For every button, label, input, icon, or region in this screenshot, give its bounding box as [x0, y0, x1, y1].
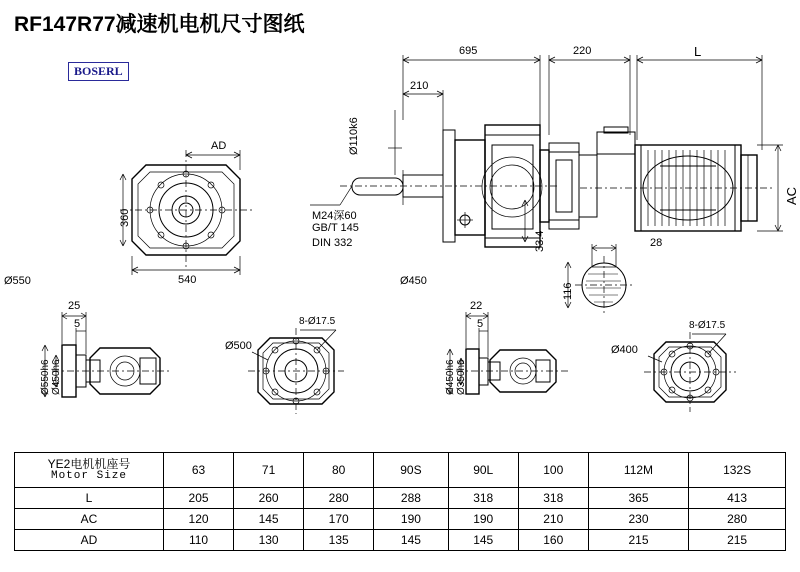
dim-400: Ø400: [611, 344, 638, 356]
cell-AC-63: 120: [164, 509, 234, 530]
cell-AC-132s: 280: [689, 509, 786, 530]
brand-logo: BOSERL: [68, 62, 129, 81]
cell-AC-112m: 230: [588, 509, 688, 530]
dim-33-4: 33.4: [534, 230, 546, 252]
cell-AD-100: 160: [518, 530, 588, 551]
row-label-L: L: [15, 488, 164, 509]
cell-L-63: 205: [164, 488, 234, 509]
table-row: [15, 530, 786, 551]
header-label-en: Motor Size: [50, 469, 127, 482]
dim-550-left: Ø550: [4, 275, 31, 287]
cell-AD-90l: 145: [448, 530, 518, 551]
dim-L: L: [694, 44, 702, 59]
cell-L-100: 318: [518, 488, 588, 509]
table-row: [15, 509, 786, 530]
dim-28: 28: [650, 237, 663, 249]
cell-L-71: 260: [234, 488, 304, 509]
dim-695: 695: [459, 45, 478, 57]
row-label-AD: AD: [15, 530, 164, 551]
cell-AD-63: 110: [164, 530, 234, 551]
size-90l: 90L: [448, 453, 518, 488]
holes-note-1: 8-Ø17.5: [299, 316, 336, 327]
page-title: RF147R77减速机电机尺寸图纸: [14, 13, 305, 36]
standard-din332: DIN 332: [312, 237, 353, 249]
thread-note: M24深60: [312, 210, 357, 222]
holes-note-2: 8-Ø17.5: [689, 320, 726, 331]
cell-L-112m: 365: [588, 488, 688, 509]
dim-5a: 5: [74, 318, 81, 330]
dim-450h6: Ø450h6: [51, 359, 62, 395]
dim-540: 540: [178, 274, 197, 286]
cell-AD-80: 135: [304, 530, 374, 551]
standard-gbt145: GB/T 145: [312, 222, 359, 234]
cell-AC-100: 210: [518, 509, 588, 530]
cell-AD-90s: 145: [374, 530, 448, 551]
dim-210: 210: [410, 80, 429, 92]
cell-AD-132s: 215: [689, 530, 786, 551]
size-100: 100: [518, 453, 588, 488]
cell-AC-90l: 190: [448, 509, 518, 530]
dim-550h6: Ø550h6: [40, 359, 51, 395]
dim-220: 220: [573, 45, 592, 57]
size-71: 71: [234, 453, 304, 488]
dim-116: 116: [562, 282, 574, 300]
dim-AC: AC: [784, 186, 799, 205]
size-112m: 112M: [588, 453, 688, 488]
cell-L-90s: 288: [374, 488, 448, 509]
dim-22: 22: [470, 300, 483, 312]
dim-500: Ø500: [225, 340, 252, 352]
row-label-AC: AC: [15, 509, 164, 530]
cell-L-132s: 413: [689, 488, 786, 509]
table-header-cell: [15, 453, 164, 488]
dim-5b: 5: [477, 318, 484, 330]
dim-450-mid: Ø450: [400, 275, 427, 287]
cell-AC-90s: 190: [374, 509, 448, 530]
cell-L-90l: 318: [448, 488, 518, 509]
dim-25: 25: [68, 300, 81, 312]
size-132s: 132S: [689, 453, 786, 488]
cell-AD-112m: 215: [588, 530, 688, 551]
cell-L-80: 280: [304, 488, 374, 509]
size-80: 80: [304, 453, 374, 488]
dim-350h6: Ø350h6: [456, 359, 467, 395]
size-63: 63: [164, 453, 234, 488]
table-row-header: [15, 453, 786, 488]
cell-AD-71: 130: [234, 530, 304, 551]
size-90s: 90S: [374, 453, 448, 488]
cell-AC-80: 170: [304, 509, 374, 530]
header-label-cn: YE2电机机座号: [47, 456, 131, 471]
dim-450h6-b: Ø450h6: [445, 359, 456, 395]
spec-table: [14, 452, 786, 551]
dim-360: 360: [119, 208, 131, 227]
table-row: [15, 488, 786, 509]
dim-AD: AD: [211, 140, 227, 152]
dim-110k6: Ø110k6: [348, 117, 360, 155]
cell-AC-71: 145: [234, 509, 304, 530]
